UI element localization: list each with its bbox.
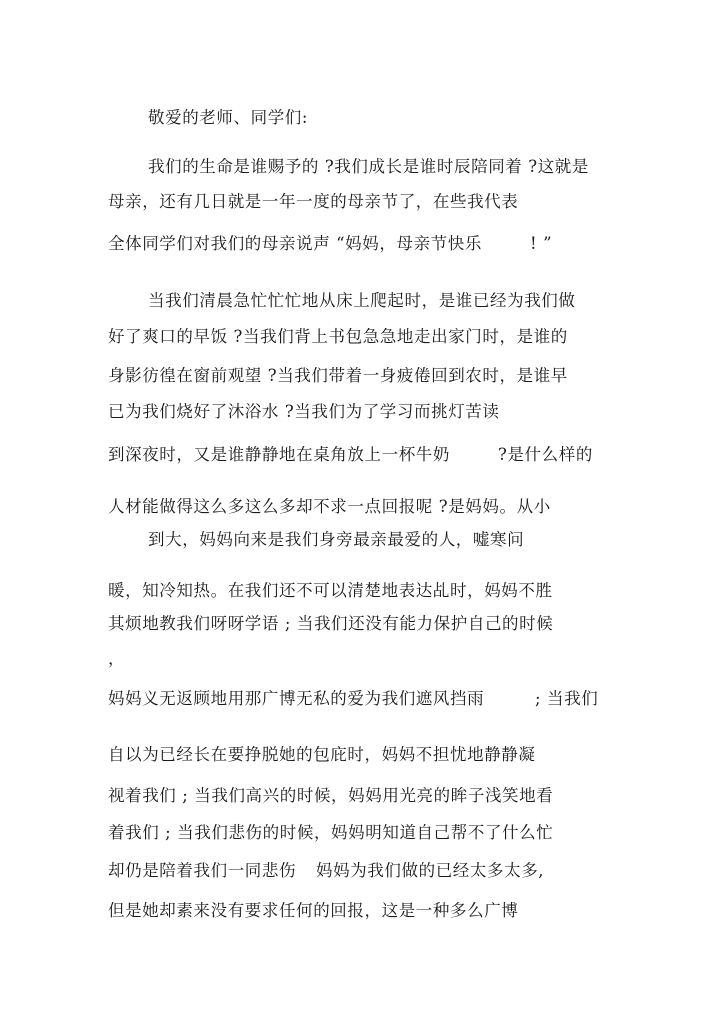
paragraph-line: 其烦地教我们呀呀学语 ; 当我们还没有能力保护自己的时候 (108, 614, 554, 633)
paragraph-line: 视着我们 ; 当我们高兴的时候，妈妈用光亮的眸子浅笑地看 (108, 786, 554, 805)
paragraph-line: 但是她却素来没有要求任何的回报，这是一种多么广博 (108, 901, 519, 920)
paragraph-line: 却仍是陪着我们一同悲伤 (108, 861, 297, 880)
paragraph-line: ; 当我们 (535, 689, 599, 708)
paragraph-line: 到深夜时，又是谁静静地在桌角放上一杯牛奶 (108, 445, 450, 464)
paragraph-line: 人材能做得这么多这么多却不求一点回报呢 ?是妈妈。从小 (108, 497, 551, 516)
paragraph-line: ?是什么样的 (498, 445, 593, 464)
paragraph-line: 妈妈为我们做的已经太多太多, (316, 861, 545, 880)
paragraph-line: ， (108, 649, 126, 668)
paragraph-line: 妈妈义无返顾地用那广博无私的爱为我们遮风挡雨 (108, 689, 485, 708)
paragraph-line: 自以为已经长在要挣脱她的包庇时，妈妈不担忧地静静凝 (108, 745, 536, 764)
paragraph-line: 好了爽口的早饭 ?当我们背上书包急急地走出家门时，是谁的 (108, 327, 568, 346)
paragraph-line: 当我们清晨急忙忙忙地从床上爬起时，是谁已经为我们做 (148, 291, 576, 310)
paragraph-line: 暖，知冷知热。在我们还不可以清楚地表达乩时，妈妈不胜 (108, 581, 553, 600)
paragraph-line: 我们的生命是谁赐予的 ?我们成长是谁时辰陪同着 ?这就是 (148, 157, 589, 176)
salutation-line: 敬爱的老师、同学们: (148, 108, 309, 127)
paragraph-line: 到大，妈妈向来是我们身旁最亲最爱的人，嘘寒问 (148, 530, 525, 549)
paragraph-line: ! ” (530, 234, 553, 253)
paragraph-line: 全体同学们对我们的母亲说声 “妈妈，母亲节快乐 (108, 234, 482, 253)
paragraph-line: 着我们 ; 当我们悲伤的时候，妈妈明知道自己帮不了什么忙 (108, 823, 554, 842)
paragraph-line: 已为我们烧好了沐浴水 ?当我们为了学习而挑灯苦读 (108, 402, 500, 421)
paragraph-line: 身影彷徨在窗前观望 ?当我们带着一身疲倦回到农时，是谁早 (108, 366, 568, 385)
paragraph-line: 母亲，还有几日就是一年一度的母亲节了，在些我代表 (108, 192, 519, 211)
